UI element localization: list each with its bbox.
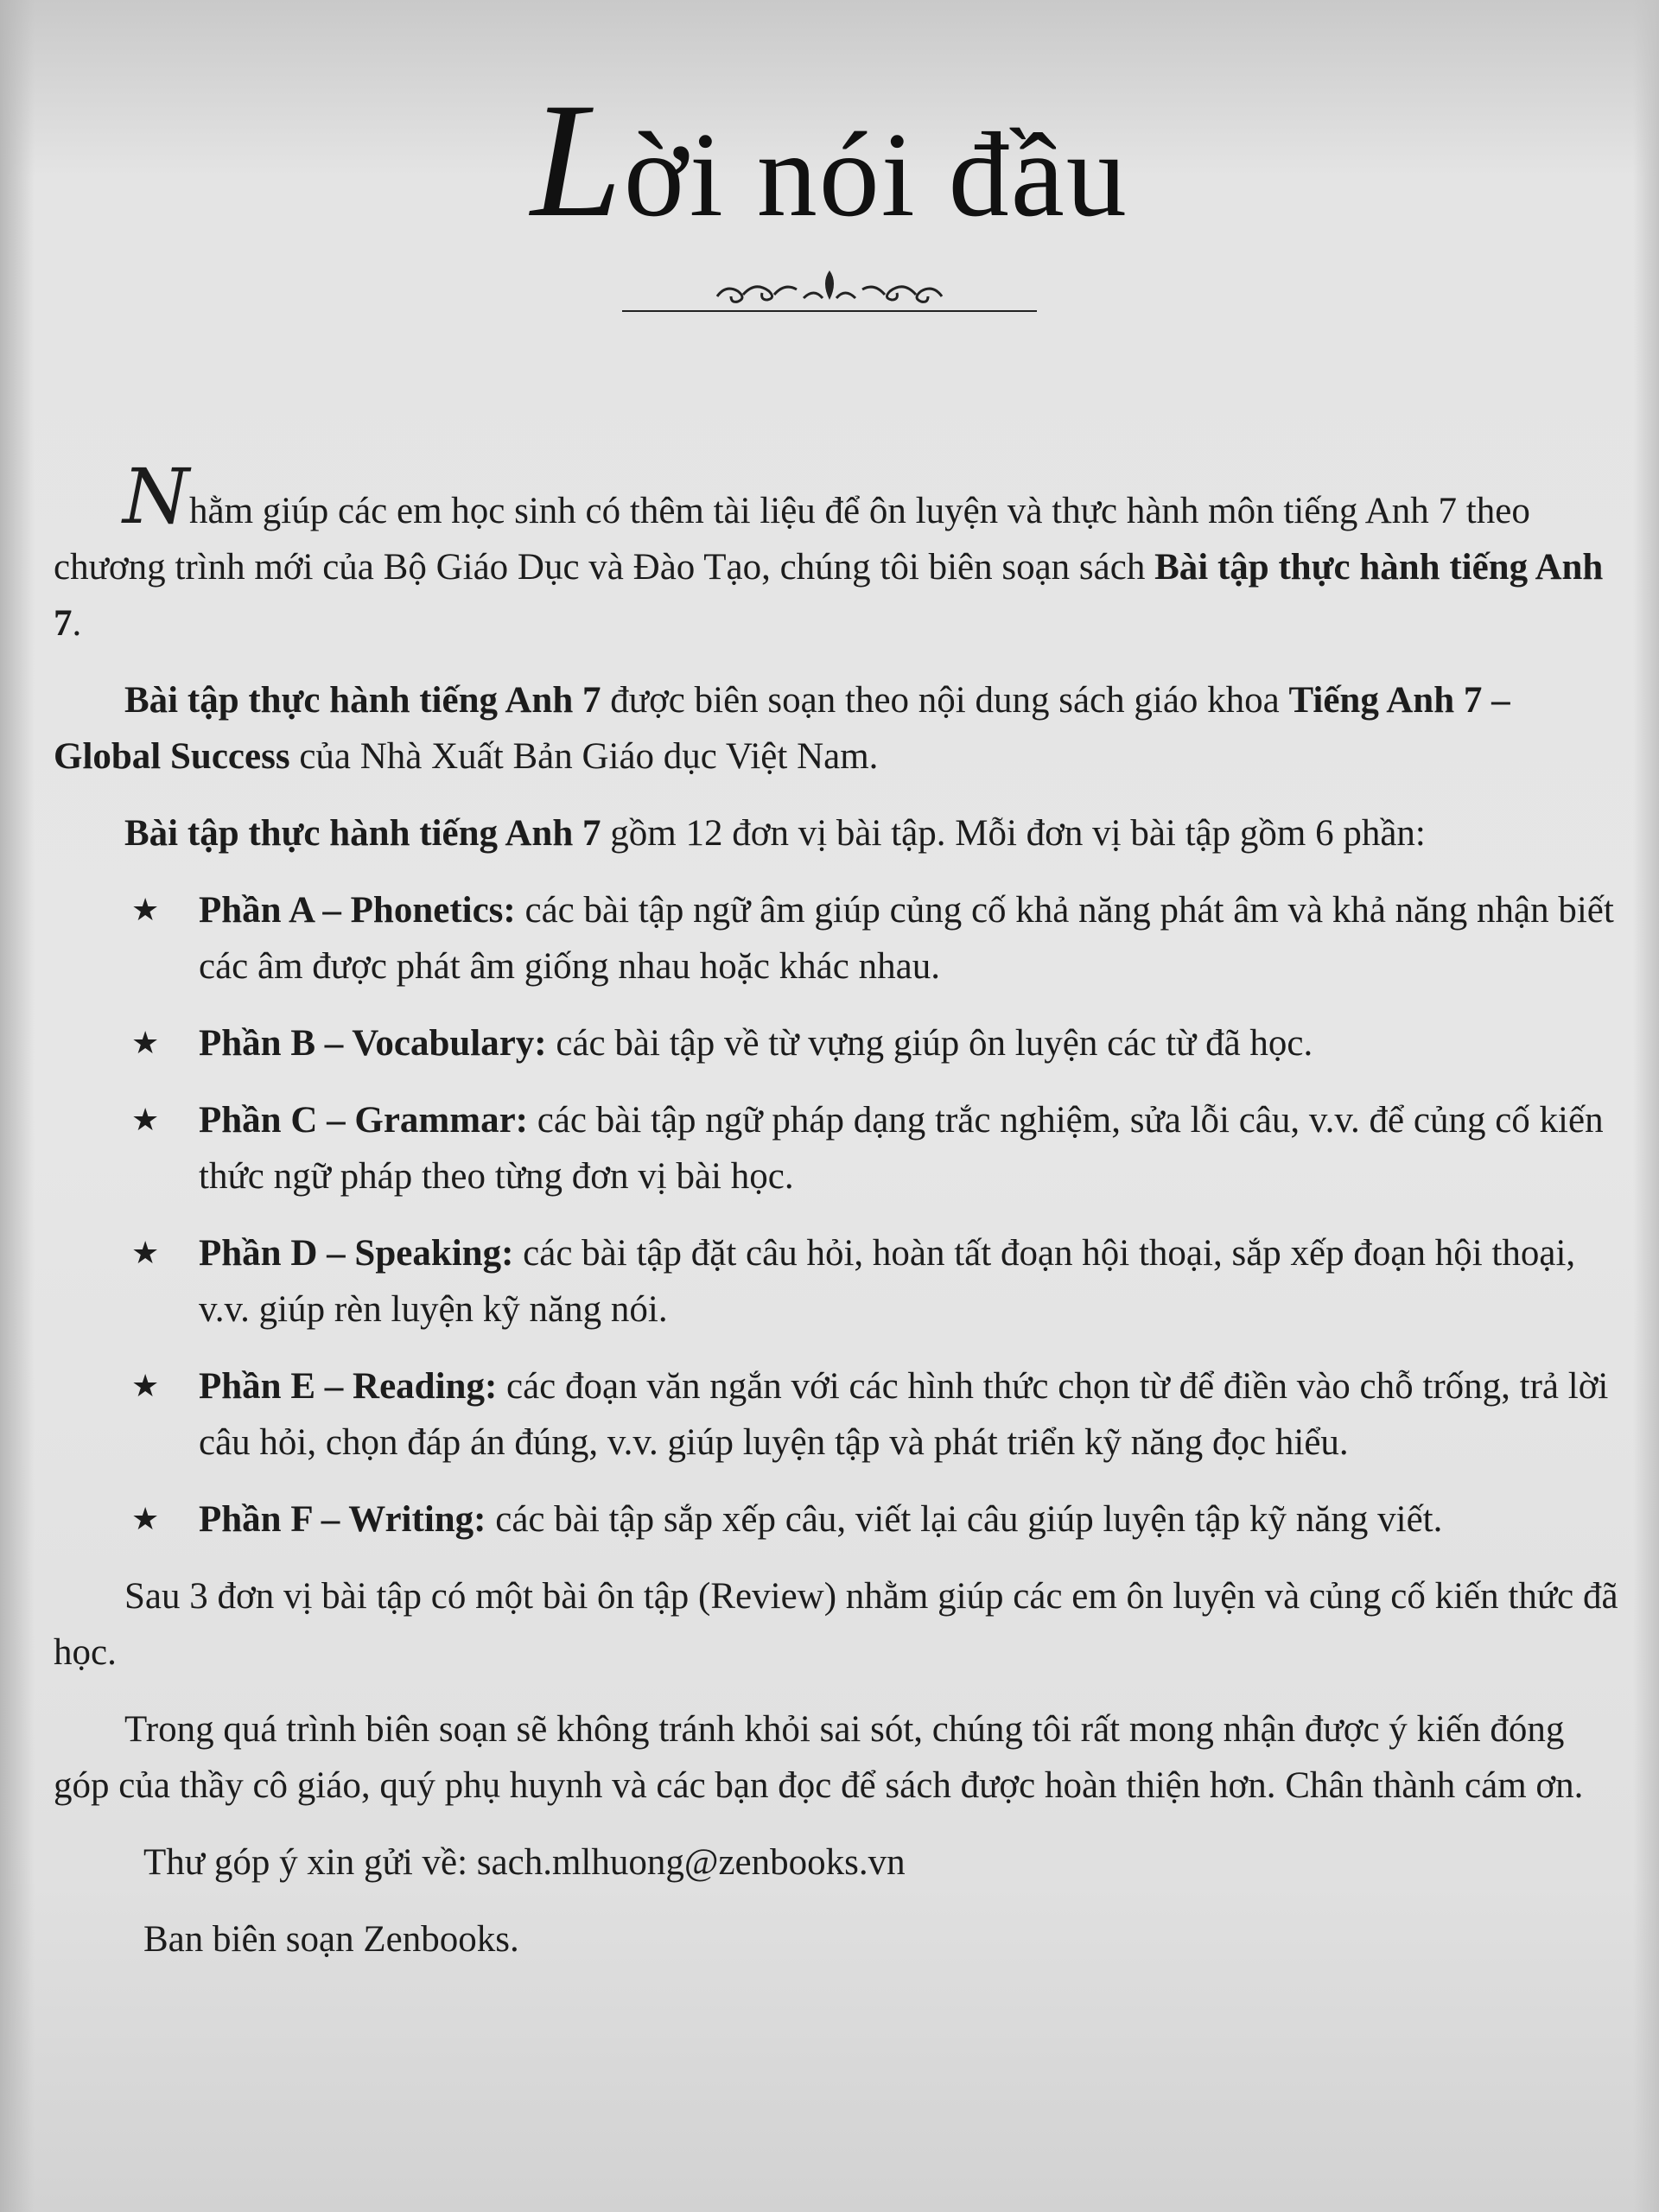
list-item: ★ Phần F – Writing: các bài tập sắp xếp câu, viết lại câu giúp luyện tập kỹ năng viết. xyxy=(54,1491,1626,1548)
star-icon: ★ xyxy=(131,1236,160,1271)
contact-line: Thư góp ý xin gửi về: sach.mlhuong@zenbooks.vn xyxy=(143,1842,906,1883)
star-icon: ★ xyxy=(131,1103,160,1138)
intro-paragraph: Nhằm giúp các em học sinh có thêm tài liệu để ôn luyện và thực hành môn tiếng Anh 7 theo chương trình mới của Bộ Giáo Dục và Đào Tạo, chúng tôi biên soạn sách Bài tập thực hành tiếng Anh 7. xyxy=(54,452,1604,644)
list-item: ★ Phần C – Grammar: các bài tập ngữ pháp dạng trắc nghiệm, sửa lỗi câu, v.v. để củng cố kiến thức ngữ pháp theo từng đơn vị bài học. xyxy=(54,1092,1626,1205)
preface-body xyxy=(54,452,1626,1988)
star-icon: ★ xyxy=(131,1026,160,1061)
list-item: ★ Phần D – Speaking: các bài tập đặt câu hỏi, hoàn tất đoạn hội thoại, sắp xếp đoạn hội thoại, v.v. giúp rèn luyện kỹ năng nói. xyxy=(54,1225,1626,1338)
page-shadow-left xyxy=(0,0,35,2212)
signature-line: Ban biên soạn Zenbooks. xyxy=(143,1919,519,1960)
star-icon: ★ xyxy=(131,1369,160,1404)
list-item: ★ Phần A – Phonetics: các bài tập ngữ âm giúp củng cố khả năng phát âm và khả năng nhận biết các âm được phát âm giống nhau hoặc khác nhau. xyxy=(54,882,1626,995)
title-capital: L xyxy=(531,70,624,251)
page-shadow-right xyxy=(1633,0,1659,2212)
star-icon: ★ xyxy=(131,893,160,928)
source-paragraph: Bài tập thực hành tiếng Anh 7 được biên soạn theo nội dung sách giáo khoa Tiếng Anh 7 – Global Success của Nhà Xuất Bản Giáo dục Việt Nam. xyxy=(54,680,1510,777)
structure-paragraph: Bài tập thực hành tiếng Anh 7 gồm 12 đơn vị bài tập. Mỗi đơn vị bài tập gồm 6 phần: xyxy=(124,813,1426,854)
review-paragraph: Sau 3 đơn vị bài tập có một bài ôn tập (Review) nhằm giúp các em ôn luyện và củng cố kiến thức đã học. xyxy=(54,1576,1618,1673)
star-icon: ★ xyxy=(131,1502,160,1537)
drop-cap: N xyxy=(123,452,189,541)
list-item: ★ Phần B – Vocabulary: các bài tập về từ vựng giúp ôn luyện các từ đã học. xyxy=(54,1015,1626,1071)
page-title xyxy=(0,70,1659,251)
title-rest: ời nói đầu xyxy=(623,108,1128,242)
parts-list xyxy=(54,882,1626,1548)
thanks-paragraph: Trong quá trình biên soạn sẽ không tránh khỏi sai sót, chúng tôi rất mong nhận được ý kiến đóng góp của thầy cô giáo, quý phụ huynh và các bạn đọc để sách được hoàn thiện hơn. Chân thành cám ơn. xyxy=(54,1709,1584,1806)
book-title: Bài tập thực hành tiếng Anh 7 xyxy=(54,547,1604,644)
list-item: ★ Phần E – Reading: các đoạn văn ngắn với các hình thức chọn từ để điền vào chỗ trống, trả lời câu hỏi, chọn đáp án đúng, v.v. giúp luyện tập và phát triển kỹ năng đọc hiểu. xyxy=(54,1358,1626,1471)
flourish-divider-icon xyxy=(622,264,1037,315)
